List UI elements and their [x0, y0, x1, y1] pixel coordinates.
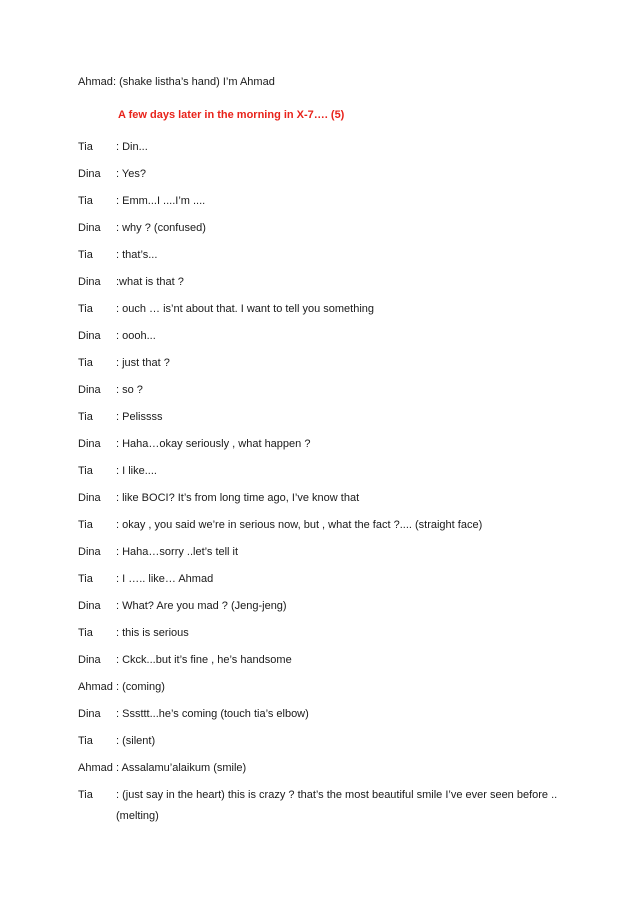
dialogue-line: [0, 463, 638, 479]
dialogue-line: [0, 571, 638, 587]
dialogue-text: : okay , you said we’re in serious now, but , what the fact ?.... (straight face): [116, 519, 483, 531]
speaker-name: Tia: [78, 249, 93, 261]
speaker-name: Tia: [78, 789, 93, 801]
speaker-name: Tia: [78, 735, 93, 747]
dialogue-line: [0, 193, 638, 209]
dialogue-line: [0, 679, 638, 695]
dialogue-text: : (shake listha’s hand) I’m Ahmad: [113, 76, 275, 88]
dialogue-text-continuation: (melting): [116, 810, 159, 822]
speaker-name: Dina: [78, 276, 101, 288]
speaker-name: Tia: [78, 141, 93, 153]
speaker-name: Dina: [78, 222, 101, 234]
dialogue-line: [0, 490, 638, 506]
speaker-name: Dina: [78, 546, 101, 558]
dialogue-text: : (silent): [116, 735, 156, 747]
dialogue-text: : I like....: [116, 465, 157, 477]
dialogue-line: [0, 517, 638, 533]
dialogue-line: [0, 301, 638, 317]
dialogue-text: : Pelissss: [116, 411, 163, 423]
dialogue-line: [0, 166, 638, 182]
speaker-name: Dina: [78, 384, 101, 396]
dialogue-text: : Din...: [116, 141, 148, 153]
speaker-name: Tia: [78, 519, 93, 531]
speaker-name: Tia: [78, 195, 93, 207]
dialogue-text: : so ?: [116, 384, 143, 396]
dialogue-text: : ouch … is’nt about that. I want to tell you something: [116, 303, 375, 315]
scene-heading: A few days later in the morning in X-7…. (5): [118, 109, 345, 121]
speaker-name: Tia: [78, 357, 93, 369]
speaker-name: Tia: [78, 303, 93, 315]
dialogue-text: : (just say in the heart) this is crazy ? that’s the most beautiful smile I’ve ever seen before ..: [116, 789, 558, 801]
dialogue-text: : like BOCI? It’s from long time ago, I’ve know that: [116, 492, 360, 504]
dialogue-line: [0, 787, 638, 803]
dialogue-line: [0, 220, 638, 236]
dialogue-text: : Emm...I ....I’m ....: [116, 195, 206, 207]
speaker-name: Ahmad: [78, 762, 113, 774]
speaker-name: Ahmad: [78, 681, 113, 693]
speaker-name: Dina: [78, 654, 101, 666]
speaker-name: Tia: [78, 627, 93, 639]
dialogue-text: : Haha…okay seriously , what happen ?: [116, 438, 311, 450]
dialogue-text: : that’s...: [116, 249, 158, 261]
speaker-name: Dina: [78, 708, 101, 720]
speaker-name: Dina: [78, 600, 101, 612]
dialogue-line: [0, 652, 638, 668]
speaker-name: Dina: [78, 438, 101, 450]
dialogue-text: :what is that ?: [116, 276, 184, 288]
dialogue-text: : this is serious: [116, 627, 189, 639]
dialogue-line: [0, 706, 638, 722]
dialogue-text: : (coming): [116, 681, 165, 693]
dialogue-line: [0, 409, 638, 425]
dialogue-line: [0, 760, 638, 776]
dialogue-text: : just that ?: [116, 357, 170, 369]
dialogue-line: [0, 355, 638, 371]
dialogue-text: : Assalamu’alaikum (smile): [116, 762, 247, 774]
dialogue-text: : What? Are you mad ? (Jeng-jeng): [116, 600, 287, 612]
dialogue-text: : Haha…sorry ..let’s tell it: [116, 546, 239, 558]
dialogue-line: [0, 382, 638, 398]
speaker-name: Tia: [78, 411, 93, 423]
dialogue-text: : I ….. like… Ahmad: [116, 573, 214, 585]
dialogue-line: [0, 544, 638, 560]
dialogue-line: [0, 74, 638, 90]
speaker-name: Dina: [78, 168, 101, 180]
speaker-name: Tia: [78, 465, 93, 477]
dialogue-line: [0, 139, 638, 155]
dialogue-text: : why ? (confused): [116, 222, 206, 234]
scene-heading-line: [0, 107, 638, 123]
speaker-name: Tia: [78, 573, 93, 585]
dialogue-text: : Yes?: [116, 168, 146, 180]
dialogue-line: [0, 247, 638, 263]
dialogue-text: : oooh...: [116, 330, 156, 342]
dialogue-line: [0, 274, 638, 290]
dialogue-line: [0, 436, 638, 452]
speaker-name: Dina: [78, 492, 101, 504]
dialogue-line: [0, 733, 638, 749]
dialogue-line: [0, 598, 638, 614]
speaker-name: Ahmad: [78, 76, 113, 88]
dialogue-line: [0, 328, 638, 344]
dialogue-text: : Sssttt...he’s coming (touch tia’s elbow): [116, 708, 309, 720]
speaker-name: Dina: [78, 330, 101, 342]
dialogue-text: : Ckck...but it’s fine , he’s handsome: [116, 654, 292, 666]
dialogue-line: [0, 625, 638, 641]
